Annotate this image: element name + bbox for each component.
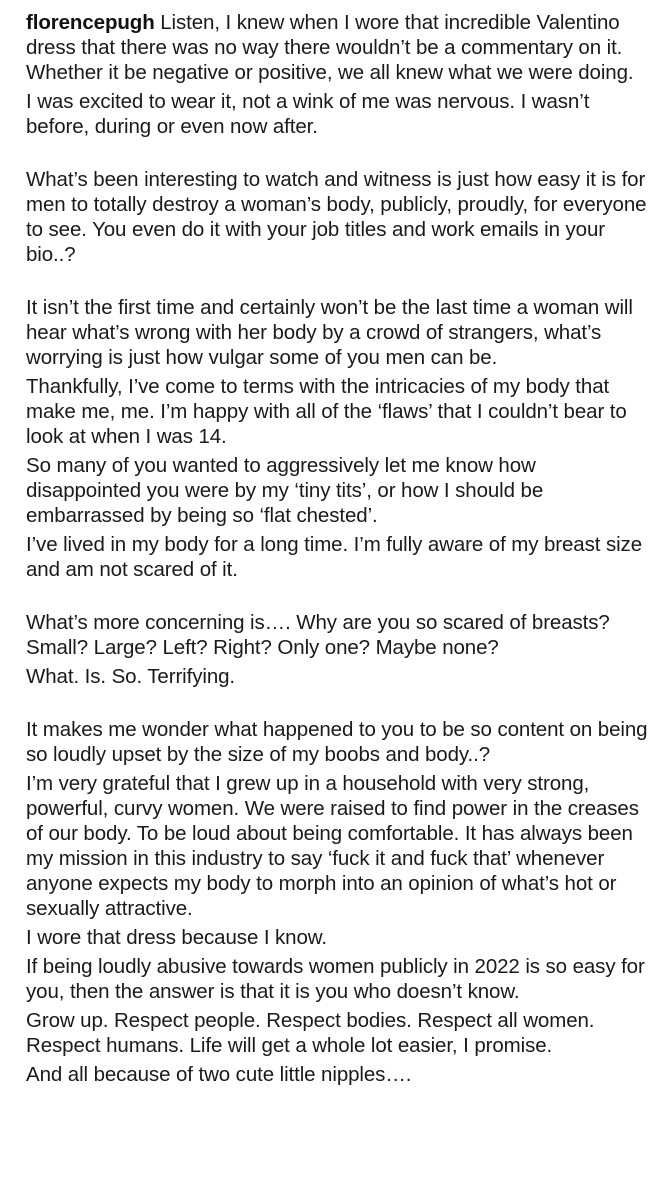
caption-paragraph: So many of you wanted to aggressively let me know how disappointed you were by my ‘tiny tits’, or how I should be embarrassed by being so ‘flat chested’.	[26, 454, 544, 527]
caption-paragraph: What. Is. So. Terrifying.	[26, 665, 236, 688]
caption-paragraph: I wore that dress because I know.	[26, 926, 327, 949]
caption-paragraph: I’m very grateful that I grew up in a household with very strong, powerful, curvy women. We were raised to find power in the creases of our body. To be loud about being comfortable. It has always been my mission in this industry to say ‘fuck it and fuck that’ whenever anyone expects my body to morph into an opinion of what’s hot or sexually attractive.	[26, 772, 639, 920]
caption-paragraph: Grow up. Respect people. Respect bodies. Respect all women. Respect humans. Life will get a whole lot easier, I promise.	[26, 1009, 595, 1057]
caption-paragraph: It makes me wonder what happened to you to be so content on being so loudly upset by the size of my boobs and body..?	[26, 718, 648, 766]
post-caption	[26, 10, 656, 1087]
caption-paragraph: Thankfully, I’ve come to terms with the intricacies of my body that make me, me. I’m happy with all of the ‘flaws’ that I couldn’t bear to look at when I was 14.	[26, 375, 627, 448]
caption-paragraph: If being loudly abusive towards women publicly in 2022 is so easy for you, then the answer is that it is you who doesn’t know.	[26, 955, 645, 1003]
caption-paragraph: And all because of two cute little nipples….	[26, 1063, 412, 1086]
username-link[interactable]: florencepugh	[26, 11, 155, 34]
caption-paragraph: It isn’t the first time and certainly won’t be the last time a woman will hear what’s wrong with her body by a crowd of strangers, what’s worrying is just how vulgar some of you men can be.	[26, 296, 633, 369]
caption-paragraph: What’s been interesting to watch and witness is just how easy it is for men to totally destroy a woman’s body, publicly, proudly, for everyone to see. You even do it with your job titles and work emails in your bio..?	[26, 168, 647, 266]
caption-paragraph	[26, 10, 656, 85]
caption-paragraph: What’s more concerning is…. Why are you so scared of breasts? Small? Large? Left? Right? Only one? Maybe none?	[26, 611, 610, 659]
caption-paragraph: I was excited to wear it, not a wink of me was nervous. I wasn’t before, during or even now after.	[26, 90, 590, 138]
caption-text: Listen, I knew when I wore that incredible Valentino dress that there was no way there wouldn’t be a commentary on it. Whether it be negative or positive, we all knew what we were doing.	[26, 11, 634, 84]
caption-paragraph: I’ve lived in my body for a long time. I’m fully aware of my breast size and am not scared of it.	[26, 533, 643, 581]
